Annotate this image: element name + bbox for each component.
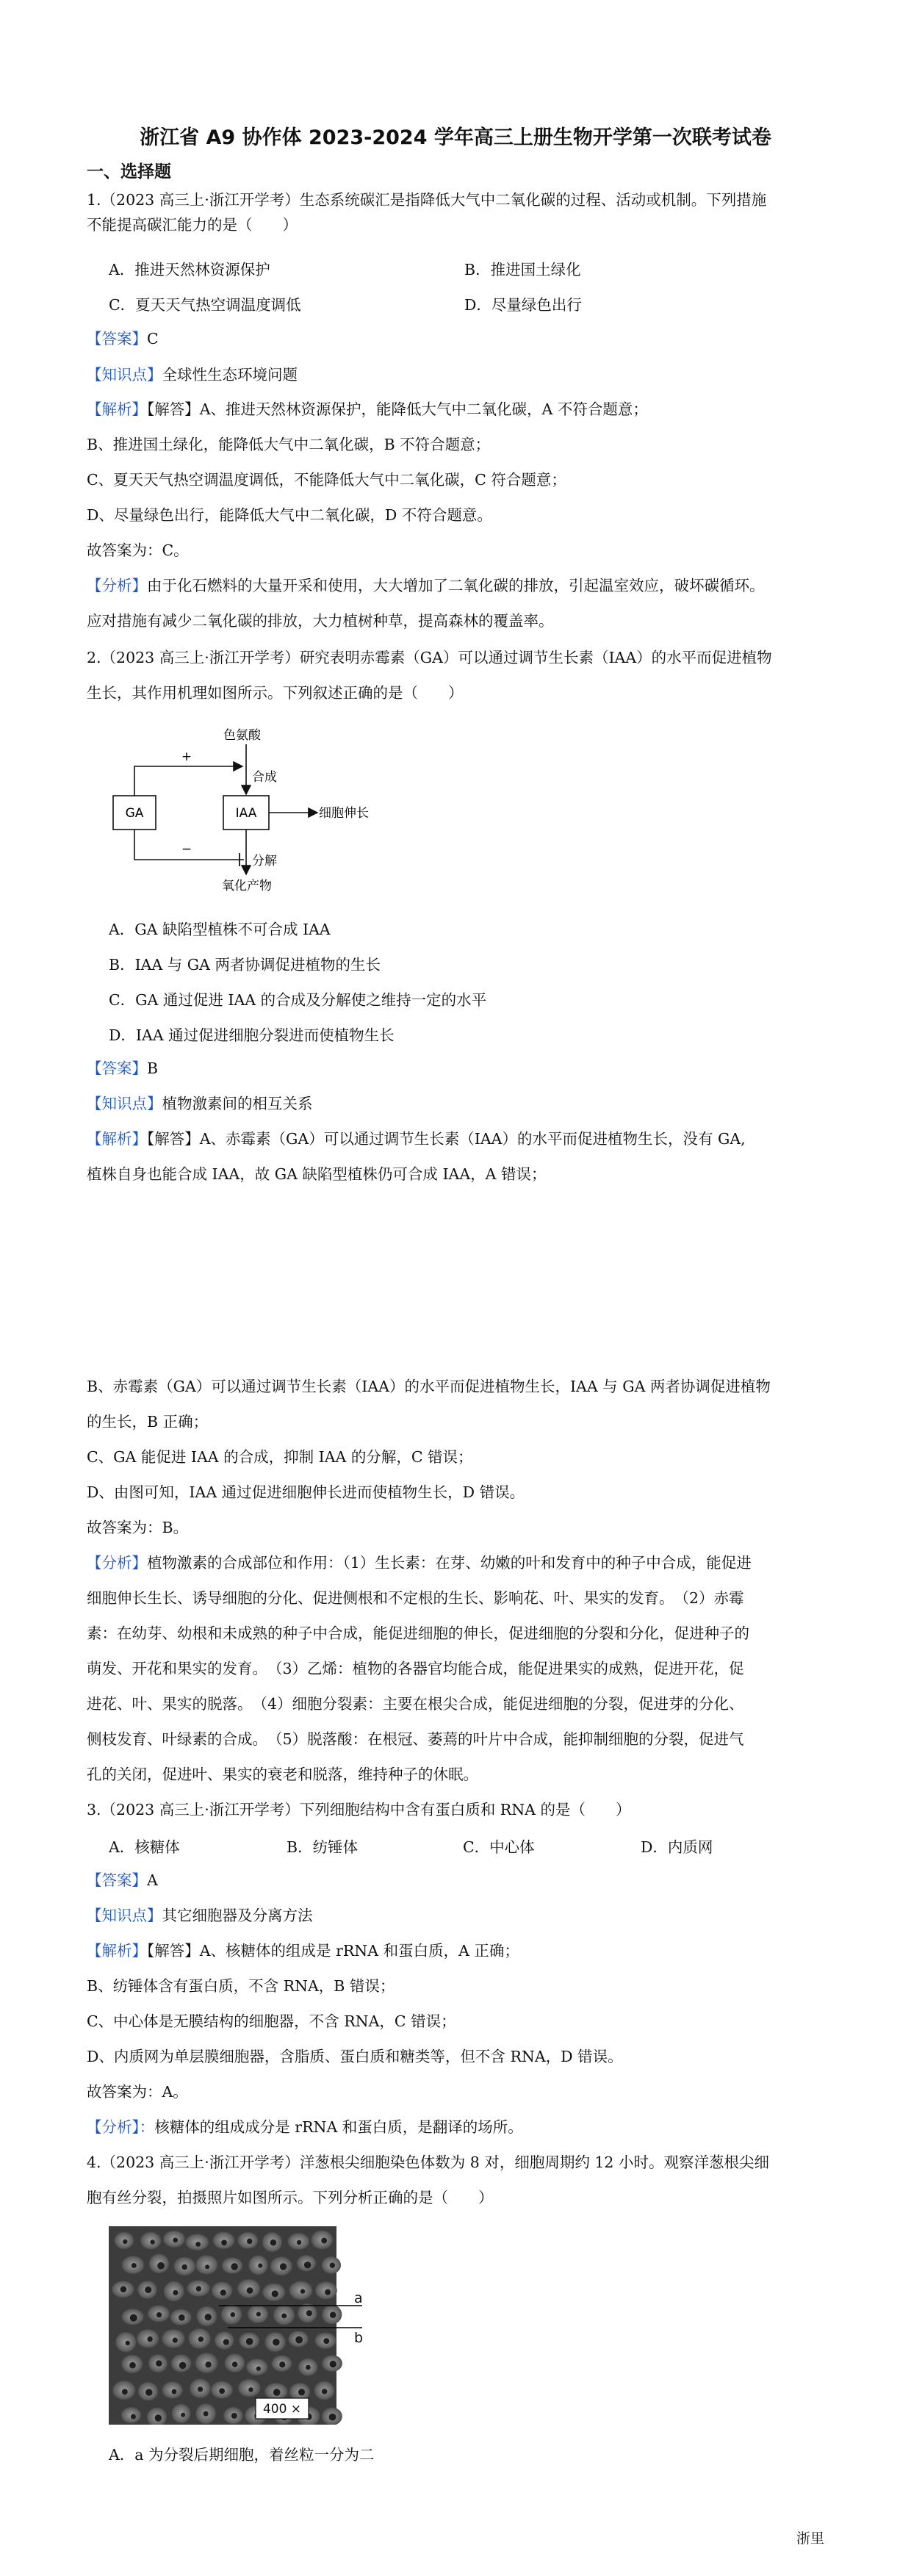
comment-tag: 【分析】 xyxy=(87,577,147,594)
q2-comment-3: 素：在幼芽、幼根和未成熟的种子中合成，能促进细胞的伸长，促进细胞的分裂和分化，促进种子的 xyxy=(87,1625,749,1642)
analysis-tag: 【解析】 xyxy=(87,1942,147,1960)
nucleus xyxy=(173,2338,178,2343)
q2-knowledge-value: 植物激素间的相互关系 xyxy=(162,1095,313,1112)
q3-analysis-d: D、内质网为单层膜细胞器，含脂质、蛋白质和糖类等，但不含 RNA，D 错误。 xyxy=(87,2048,623,2065)
nucleus xyxy=(179,2314,185,2321)
q2-comment-6: 侧枝发育、叶绿素的合成。 （5）脱落酸：在根冠、萎蔫的叶片中合成，能抑制细胞的分裂，促进气 xyxy=(87,1730,744,1748)
q2-analysis-line: 【解答】A、赤霉素（GA）可以通过调节生长素（IAA）的水平而促进植物生长，没有 GA, xyxy=(147,1130,746,1148)
comment-tag: 【分析】 xyxy=(87,1554,147,1572)
nucleus xyxy=(325,2289,331,2295)
q2-analysis-c: C、GA 能促进 IAA 的合成，抑制 IAA 的分解，C 错误； xyxy=(87,1448,473,1466)
nucleus xyxy=(270,2239,276,2245)
nucleus xyxy=(172,2389,177,2395)
q3-option-b: B．纺锤体 xyxy=(287,1838,359,1856)
nucleus xyxy=(155,2414,162,2421)
q1-stem: 1.（2023 高三上·浙江开学考）生态系统碳汇是指降低大气中二氧化碳的过程、活动或机制。下列措施 xyxy=(87,191,767,209)
nucleus xyxy=(247,2239,252,2244)
nucleus xyxy=(300,2289,305,2293)
nucleus xyxy=(248,2387,253,2392)
label-b: b xyxy=(354,2330,364,2346)
nucleus xyxy=(272,2290,278,2297)
nucleus xyxy=(330,2361,336,2367)
q3-answer xyxy=(87,1870,158,1890)
nucleus xyxy=(280,2263,287,2270)
nucleus xyxy=(221,2239,227,2245)
onion-root-tip-micrograph xyxy=(109,2226,373,2425)
q3-option-d: D．内质网 xyxy=(641,1838,713,1856)
page-title: 浙江省 A9 协作体 2023-2024 学年高三上册生物开学第一次联考试卷 xyxy=(140,126,771,149)
q3-knowledge-value: 其它细胞器及分离方法 xyxy=(162,1907,313,1924)
section-heading: 一、选择题 xyxy=(87,162,171,181)
nucleus xyxy=(281,2314,287,2319)
tryptophan-label: 色氨酸 xyxy=(223,728,261,743)
nucleus xyxy=(120,2287,126,2292)
q1-answer xyxy=(87,328,159,349)
nucleus xyxy=(322,2389,328,2395)
nucleus xyxy=(156,2360,162,2366)
synthesis-label: 合成 xyxy=(252,770,277,785)
nucleus xyxy=(123,2239,127,2244)
answer-tag: 【答案】 xyxy=(87,330,147,348)
decompose-label: 分解 xyxy=(252,854,277,868)
q1-analysis-b: B、推进国土绿化，能降低大气中二氧化碳，B 不符合题意； xyxy=(87,436,491,453)
nucleus xyxy=(156,2312,162,2317)
elongation-label: 细胞伸长 xyxy=(319,806,369,821)
ga-label: GA xyxy=(125,806,144,821)
knowledge-tag: 【知识点】 xyxy=(87,1095,162,1112)
answer-tag: 【答案】 xyxy=(87,1871,147,1889)
nucleus xyxy=(173,2238,178,2243)
q2-comment-7: 孔的关闭，促进叶、果实的衰老和脱落，维持种子的休眠。 xyxy=(87,1766,478,1783)
q3-option-c: C．中心体 xyxy=(463,1838,535,1856)
q1-answer-value: C xyxy=(147,330,159,348)
q2-answer-value: B xyxy=(147,1059,159,1077)
q4-option-a: A．a 为分裂后期细胞，着丝粒一分为二 xyxy=(109,2446,375,2464)
q1-analysis xyxy=(87,399,648,420)
q4-stem: 4.（2023 高三上·浙江开学考）洋葱根尖细胞染色体数为 8 对，细胞周期约 12 小时。观察洋葱根尖细 xyxy=(87,2154,769,2171)
q1-option-d: D．尽量绿色出行 xyxy=(464,296,582,314)
nucleus xyxy=(297,2240,301,2245)
nucleus xyxy=(295,2336,303,2344)
magnification-label: 400 × xyxy=(262,2402,302,2417)
nucleus xyxy=(132,2263,137,2268)
nucleus xyxy=(126,2341,130,2345)
nucleus xyxy=(145,2389,152,2395)
nucleus xyxy=(131,2414,136,2419)
nucleus xyxy=(173,2290,178,2295)
analysis-tag: 【解析】 xyxy=(87,400,147,418)
nucleus xyxy=(130,2314,137,2322)
nucleus xyxy=(122,2389,128,2395)
nucleus xyxy=(129,2362,136,2369)
nucleus xyxy=(258,2264,262,2268)
q2-conclusion: 故答案为：B。 xyxy=(87,1519,189,1536)
comment-tag: 【分析】： xyxy=(87,2118,155,2136)
q2-analysis-d: D、由图可知，IAA 通过促进细胞伸长进而使植物生长，D 错误。 xyxy=(87,1483,525,1501)
q1-comment-cont: 应对措施有减少二氧化碳的排放，大力植树种草，提高森林的覆盖率。 xyxy=(87,612,554,630)
q1-knowledge-value: 全球性生态环境问题 xyxy=(162,366,298,384)
q2-knowledge xyxy=(87,1093,313,1114)
q2-comment-2: 细胞伸长生长、诱导细胞的分化、促进侧根和不定根的生长、影响花、叶、果实的发育。 （2）赤霉 xyxy=(87,1589,744,1607)
oxidation-product-label: 氧化产物 xyxy=(222,879,272,893)
q1-comment-line: 由于化石燃料的大量开采和使用，大大增加了二氧化碳的排放，引起温室效应，破坏碳循环。 xyxy=(147,577,765,594)
q2-comment-line: 植物激素的合成部位和作用：（1）生长素：在芽、幼嫩的叶和发育中的种子中合成，能促进 xyxy=(147,1554,752,1572)
q2-analysis xyxy=(87,1129,746,1149)
q2-option-c: C．GA 通过促进 IAA 的合成及分解使之维持一定的水平 xyxy=(109,991,487,1009)
q2-option-d: D．IAA 通过促进细胞分裂进而使植物生长 xyxy=(109,1026,395,1044)
nucleus xyxy=(205,2264,209,2269)
q1-option-a: A．推进天然林资源保护 xyxy=(109,261,270,278)
q3-conclusion: 故答案为：A。 xyxy=(87,2083,188,2101)
nucleus xyxy=(205,2314,212,2320)
ga-iaa-mechanism-diagram xyxy=(103,724,397,896)
q2-comment-5: 进花、叶、果实的脱落。 （4）细胞分裂素：主要在根尖合成，能促进细胞的分裂，促进芽的分化、 xyxy=(87,1695,744,1713)
q2-answer xyxy=(87,1058,158,1079)
q3-analysis-b: B、纺锤体含有蛋白质，不含 RNA，B 错误； xyxy=(87,1977,395,1995)
nucleus xyxy=(198,2386,203,2392)
nucleus xyxy=(330,2262,335,2267)
nucleus xyxy=(157,2262,165,2270)
q1-conclusion: 故答案为：C。 xyxy=(87,542,189,559)
knowledge-tag: 【知识点】 xyxy=(87,366,162,384)
q2-option-b: B．IAA 与 GA 两者协调促进植物的生长 xyxy=(109,956,381,974)
cell xyxy=(172,2404,191,2423)
nucleus xyxy=(182,2264,187,2270)
nucleus xyxy=(195,2242,201,2247)
nucleus xyxy=(256,2311,261,2316)
label-a: a xyxy=(354,2290,363,2306)
nucleus xyxy=(273,2339,280,2346)
nucleus xyxy=(329,2414,336,2421)
analysis-tag: 【解析】 xyxy=(87,1130,147,1148)
knowledge-tag: 【知识点】 xyxy=(87,1907,162,1924)
page-footer: 浙里 xyxy=(796,2530,824,2547)
nucleus xyxy=(230,2312,235,2317)
nucleus xyxy=(279,2361,285,2367)
q2-comment-4: 萌发、开花和果实的发育。 （3）乙烯：植物的各器官均能合成，能促进果实的成熟，促进开花，促 xyxy=(87,1660,744,1677)
nucleus xyxy=(220,2289,226,2295)
q1-knowledge xyxy=(87,364,298,385)
nucleus xyxy=(306,2310,312,2316)
nucleus xyxy=(204,2411,209,2417)
iaa-label: IAA xyxy=(235,806,257,821)
nucleus xyxy=(219,2388,225,2394)
nucleus xyxy=(223,2339,229,2345)
q2-stem-cont: 生长，其作用机理如图所示。下列叙述正确的是（ ） xyxy=(87,684,464,702)
q3-analysis-line: 【解答】A、核糖体的组成是 rRNA 和蛋白质，A 正确； xyxy=(147,1942,519,1960)
q3-comment xyxy=(87,2117,523,2137)
q2-analysis-cont: 植株自身也能合成 IAA，故 GA 缺陷型植株仍可合成 IAA，A 错误； xyxy=(87,1165,547,1183)
plus-sign: + xyxy=(181,749,192,764)
q3-answer-value: A xyxy=(147,1871,158,1889)
nucleus xyxy=(205,2361,211,2367)
nucleus xyxy=(145,2287,151,2293)
minus-sign: − xyxy=(181,842,192,857)
nucleus xyxy=(247,2287,253,2294)
q1-analysis-line: 【解答】A、推进天然林资源保护，能降低大气中二氧化碳，A 不符合题意； xyxy=(147,400,648,418)
nucleus xyxy=(231,2413,237,2419)
nucleus xyxy=(232,2361,237,2367)
nucleus xyxy=(246,2338,253,2345)
q3-stem: 3.（2023 高三上·浙江开学考）下列细胞结构中含有蛋白质和 RNA 的是（ ） xyxy=(87,1801,631,1818)
q4-stem-cont: 胞有丝分裂，拍摄照片如图所示。下列分析正确的是（ ） xyxy=(87,2189,494,2206)
q2-stem: 2.（2023 高三上·浙江开学考）研究表明赤霉素（GA）可以通过调节生长素（IAA）的水平而促进植物 xyxy=(87,649,772,666)
q2-analysis-b: B、赤霉素（GA）可以通过调节生长素（IAA）的水平而促进植物生长，IAA 与 GA 两者协调促进植物 xyxy=(87,1378,771,1395)
nucleus xyxy=(330,2312,336,2319)
q3-knowledge xyxy=(87,1905,313,1926)
q3-analysis xyxy=(87,1940,519,1961)
q1-comment xyxy=(87,575,765,596)
q3-option-a: A．核糖体 xyxy=(109,1838,180,1856)
q1-stem-cont: 不能提高碳汇能力的是（ ） xyxy=(87,216,298,234)
nucleus xyxy=(179,2362,186,2369)
q2-option-a: A．GA 缺陷型植株不可合成 IAA xyxy=(109,921,331,938)
answer-tag: 【答案】 xyxy=(87,1059,147,1077)
nucleus xyxy=(150,2239,154,2244)
q2-comment xyxy=(87,1553,752,1573)
nucleus xyxy=(147,2336,152,2342)
nucleus xyxy=(306,2365,311,2370)
q1-option-b: B．推进国土绿化 xyxy=(464,261,581,278)
nucleus xyxy=(304,2262,311,2268)
nucleus xyxy=(256,2367,261,2371)
nucleus xyxy=(323,2338,329,2344)
q1-analysis-d: D、尽量绿色出行，能降低大气中二氧化碳，D 不符合题意。 xyxy=(87,506,492,524)
q3-analysis-c: C、中心体是无膜结构的细胞器，不含 RNA，C 错误； xyxy=(87,2012,456,2030)
nucleus xyxy=(231,2263,237,2270)
nucleus xyxy=(298,2389,305,2395)
q1-option-c: C．夏天天气热空调温度调低 xyxy=(109,296,301,314)
q3-comment-line: 核糖体的组成成分是 rRNA 和蛋白质，是翻译的场所。 xyxy=(154,2118,523,2136)
promote-arrow xyxy=(134,766,242,796)
nucleus xyxy=(198,2336,204,2342)
nucleus xyxy=(273,2389,281,2396)
q1-analysis-c: C、夏天天气热空调温度调低，不能降低大气中二氧化碳，C 符合题意； xyxy=(87,471,566,489)
nucleus xyxy=(181,2413,185,2417)
nucleus xyxy=(196,2286,201,2291)
nucleus xyxy=(321,2238,327,2244)
q2-analysis-b-cont: 的生长，B 正确； xyxy=(87,1413,209,1431)
